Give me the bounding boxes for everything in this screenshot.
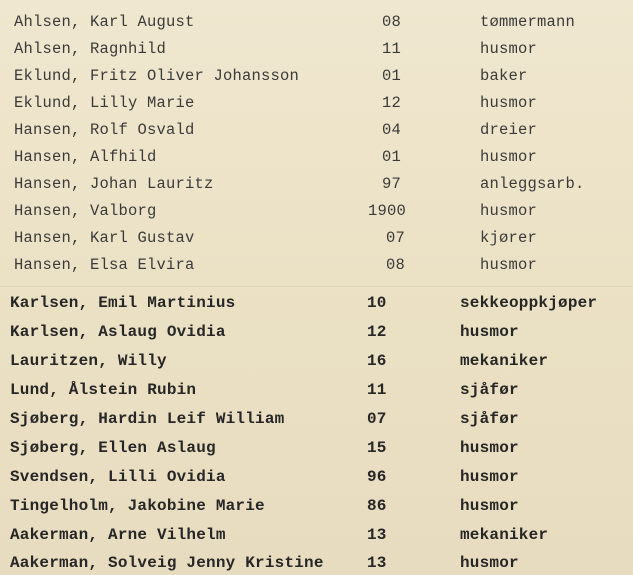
list-item [0,320,633,344]
occupation: husmor [480,202,538,220]
person-name: Lauritzen, Willy [10,352,167,370]
birth-year: 15 [367,439,387,457]
occupation: sjåfør [460,410,519,428]
person-name: Aakerman, Solveig Jenny Kristine [10,554,324,572]
list-item [0,378,633,402]
list-item [0,10,633,34]
occupation: kjører [480,229,538,247]
birth-year: 08 [382,13,402,31]
occupation: tømmermann [480,13,576,31]
birth-year: 01 [382,148,402,166]
section-divider [0,286,633,287]
birth-year: 16 [367,352,387,370]
occupation: husmor [460,554,519,572]
list-item [0,64,633,88]
occupation: husmor [460,468,519,486]
birth-year: 13 [367,554,387,572]
list-item [0,494,633,518]
occupation: sjåfør [460,381,519,399]
person-name: Tingelholm, Jakobine Marie [10,497,265,515]
person-name: Hansen, Alfhild [14,148,157,166]
occupation: dreier [480,121,538,139]
occupation: husmor [460,323,519,341]
occupation: mekaniker [460,526,549,544]
birth-year: 13 [367,526,387,544]
occupation: husmor [480,148,538,166]
occupation: mekaniker [460,352,549,370]
list-item [0,118,633,142]
birth-year: 12 [367,323,387,341]
person-name: Hansen, Johan Lauritz [14,175,214,193]
birth-year: 11 [367,381,387,399]
occupation: anleggsarb. [480,175,585,193]
person-name: Eklund, Lilly Marie [14,94,195,112]
occupation: husmor [460,439,519,457]
person-name: Hansen, Rolf Osvald [14,121,195,139]
person-name: Hansen, Valborg [14,202,157,220]
list-item [0,407,633,431]
birth-year: 07 [386,229,406,247]
list-item [0,436,633,460]
person-name: Hansen, Karl Gustav [14,229,195,247]
person-name: Ahlsen, Ragnhild [14,40,167,58]
list-item [0,465,633,489]
occupation: sekkeoppkjøper [460,294,598,312]
occupation: baker [480,67,528,85]
person-name: Karlsen, Emil Martinius [10,294,236,312]
list-item [0,145,633,169]
person-name: Svendsen, Lilli Ovidia [10,468,226,486]
list-item [0,91,633,115]
person-name: Sjøberg, Hardin Leif William [10,410,285,428]
list-item [0,253,633,277]
birth-year: 10 [367,294,387,312]
person-name: Sjøberg, Ellen Aslaug [10,439,216,457]
occupation: husmor [480,40,538,58]
birth-year: 86 [367,497,387,515]
person-name: Lund, Ålstein Rubin [10,381,197,399]
person-name: Aakerman, Arne Vilhelm [10,526,226,544]
occupation: husmor [480,94,538,112]
person-name: Karlsen, Aslaug Ovidia [10,323,226,341]
birth-year: 1900 [368,202,407,220]
occupation: husmor [460,497,519,515]
birth-year: 07 [367,410,387,428]
list-item [0,199,633,223]
birth-year: 01 [382,67,402,85]
occupation: husmor [480,256,538,274]
birth-year: 08 [386,256,406,274]
list-item [0,523,633,547]
person-name: Eklund, Fritz Oliver Johansson [14,67,300,85]
person-name: Hansen, Elsa Elvira [14,256,195,274]
list-item [0,291,633,315]
list-item [0,349,633,373]
birth-year: 96 [367,468,387,486]
birth-year: 97 [382,175,402,193]
person-name: Ahlsen, Karl August [14,13,195,31]
birth-year: 11 [382,40,402,58]
list-item [0,172,633,196]
birth-year: 12 [382,94,402,112]
list-item [0,226,633,250]
list-item [0,37,633,61]
list-item [0,551,633,575]
birth-year: 04 [382,121,402,139]
